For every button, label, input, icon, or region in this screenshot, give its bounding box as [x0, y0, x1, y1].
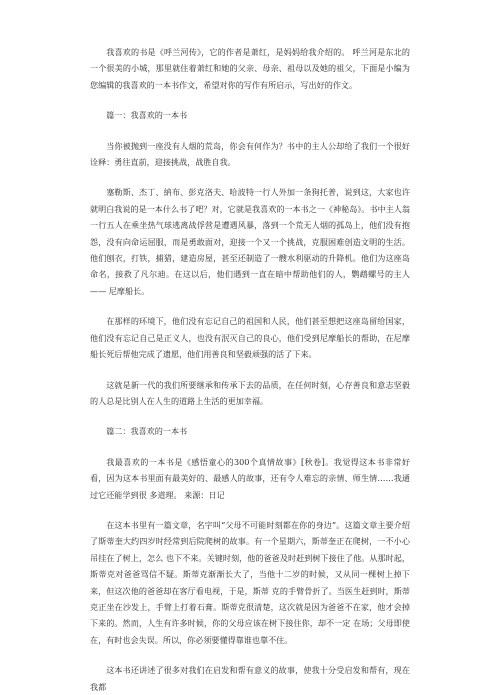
- paragraph: 塞勒斯、杰丁、納布、彭克洛夫、哈波特一行人外加一条狗托普，说到这，大家也许就明白我说的是一本什么书了吧？对，它就是我喜欢的一本书之一《神秘岛》。书中主人翁一行五人在乘坐热气球逃离战俘营是遭遇风暴，落到一个荒无人烟的孤岛上，他们没有抱怨，没有向命运屈服，而是勇敢面对，迎接一个又一个挑战，克服困难创造文明的生活。他们刨衣，打铁，捕猎，建造房屋，甚至还制造了一艘水利驱动的升降机。他们为这座岛命名，接救了凡尔迪。在这以后，他们遇到一直在暗中帮助他们的人，鹦鹉螺号的主人—— 尼摩船长。: [90, 187, 410, 296]
- section-heading: 篇一：我喜欢的一本书: [106, 110, 188, 121]
- paragraph: 当你被抛到一座没有人烟的荒岛，你会有何作为？书中的主人公却给了我们一个很好诠释：勇往直前，迎接挑战，战胜自我。: [90, 140, 410, 168]
- paragraph: 这本书还讲述了很多对我们在启发和帮有意义的故事，使我十分受启发和帮有，现在我都: [90, 665, 410, 692]
- paragraph: 在那样的环境下，他们没有忘记自己的祖国和人民，他们甚至想把这座岛留给国家，他们没有忘记自己是正义人，也没有泯灭自己的良心，他们受到尼摩船长的帮助，在尼摩船长死后帮他完成了遗愿，他们用善良和坚毅顽强的活了下来。: [90, 316, 410, 360]
- paragraph: 在这本书里有一篇文章，名字叫“父母不可能时刻都在你的身边”。这篇文章主要介绍了斯蒂奎大约四岁时经常到后院爬树的故事。有一个星期六，斯蒂奎正在爬树，一不小心吊挂在了树上，怎么 也下不来。关键时刻，他的爸爸及时赶到树下接住了他。从那时起，斯蒂克对爸爸骂信不疑。斯蒂克渐渐长大了，当他十二岁的时候，又从同一棵树上掉下来，但这次他的爸爸却在客厅看电视，于是，斯蒂 克的手臂骨折了。当医生赶到时，斯蒂克正坐在沙发上，手臂上打着石膏。斯蒂克很清楚，这次就是因为爸爸不在家，他才会掉下来的。然而，人生有许多时候，你的父母应该在树下接住你，却不一定 在场；父母即使在，有时也会失误。所以，你必须要懂得靠谁也靠不住。: [90, 519, 410, 645]
- section-heading: 篇二：我喜欢的一本书: [106, 426, 188, 437]
- paragraph: 我最喜欢的一本书是《感悟童心的300个真情故事》[秋卷]。我觉得这本书非常好看，因为这本书里面有最美好的、最感人的故事，还有令人难忘的亲情、师生情……我通过它还能学到很 多道理。 来源：日记: [90, 456, 410, 500]
- intro-paragraph: 我喜欢的书是《呼兰河传》，它的作者是萧红，是妈妈给我介绍的。 呼兰河是东北的一个很美的小城，那里就住着萧红和她的父亲、母亲、祖母以及她的祖父，下面是小编为您编辑的我喜欢的一本书作文，希望对你的写作有所启示，写出好的作文。: [90, 47, 410, 90]
- paragraph: 这就是新一代的我们所要继承和传承下去的品质，在任何时刻，心存善良和意志坚毅的人总是比别人在人生的道路上生活的更加幸福。: [90, 379, 410, 406]
